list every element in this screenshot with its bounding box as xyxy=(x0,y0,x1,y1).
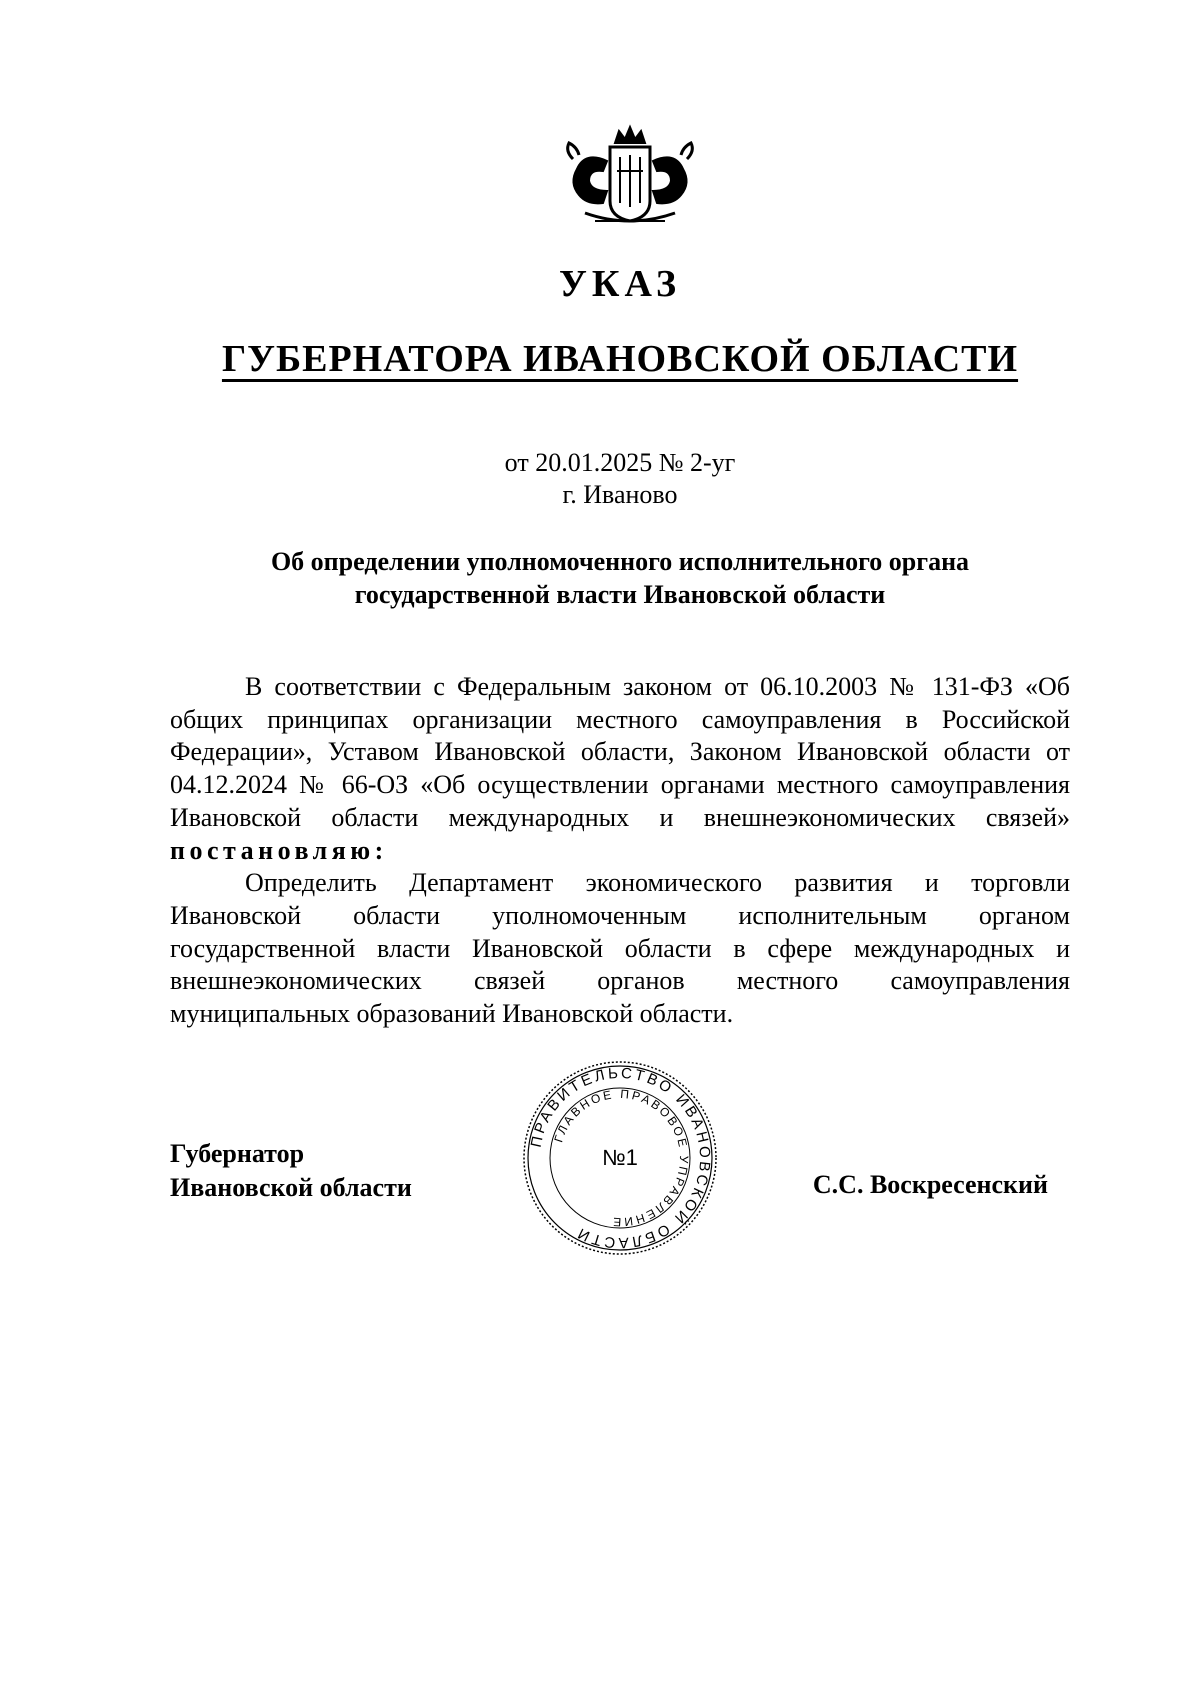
preamble-text: В соответствии с Федеральным законом от 06.10.2003 № 131-ФЗ «Об общих принципах организации местного самоуправления в Российской Федерации», Уставом Ивановской области, Законом Ивановской области от 04.12.2024 № 66-ОЗ «Об осуществлении органами местного самоуправления Ивановской области международных и внешнеэкономических связей» xyxy=(170,672,1070,832)
resolve-word: постановляю: xyxy=(170,835,388,865)
issuer-title: ГУБЕРНАТОРА ИВАНОВСКОЙ ОБЛАСТИ xyxy=(221,338,1019,380)
seal-number: №1 xyxy=(602,1145,638,1170)
position-line-2: Ивановской области xyxy=(170,1173,412,1202)
official-seal xyxy=(520,1058,720,1258)
date-number: от 20.01.2025 № 2-уг xyxy=(504,448,736,477)
subject-line-2: государственной власти Ивановской области xyxy=(354,580,886,609)
signatory-name: С.С. Воскресенский xyxy=(812,1170,1048,1199)
coat-of-arms-icon xyxy=(555,121,705,231)
subject-line-1: Об определении уполномоченного исполнительного органа xyxy=(270,547,970,576)
decision-paragraph: Определить Департамент экономического развития и торговли Ивановской области уполномоченным исполнительным органом государственной власти Ивановской области в сфере международных и внешнеэкономических связей органов местного самоуправления муниципальных образований Ивановской области. xyxy=(170,868,1070,1029)
position-line-1: Губернатор xyxy=(170,1139,305,1168)
document-subject xyxy=(170,545,1070,611)
preamble-paragraph xyxy=(170,671,1070,867)
signatory-position xyxy=(170,1137,412,1205)
seal-outer-text: ПРАВИТЕЛЬСТВО ИВАНОВСКОЙ ОБЛАСТИ xyxy=(527,1064,714,1252)
document-type-title: УКАЗ xyxy=(559,263,681,305)
document-body xyxy=(170,671,1070,1031)
city: г. Иваново xyxy=(562,480,678,509)
seal-inner-text: ГЛАВНОЕ ПРАВОВОЕ УПРАВЛЕНИЕ xyxy=(551,1086,692,1230)
